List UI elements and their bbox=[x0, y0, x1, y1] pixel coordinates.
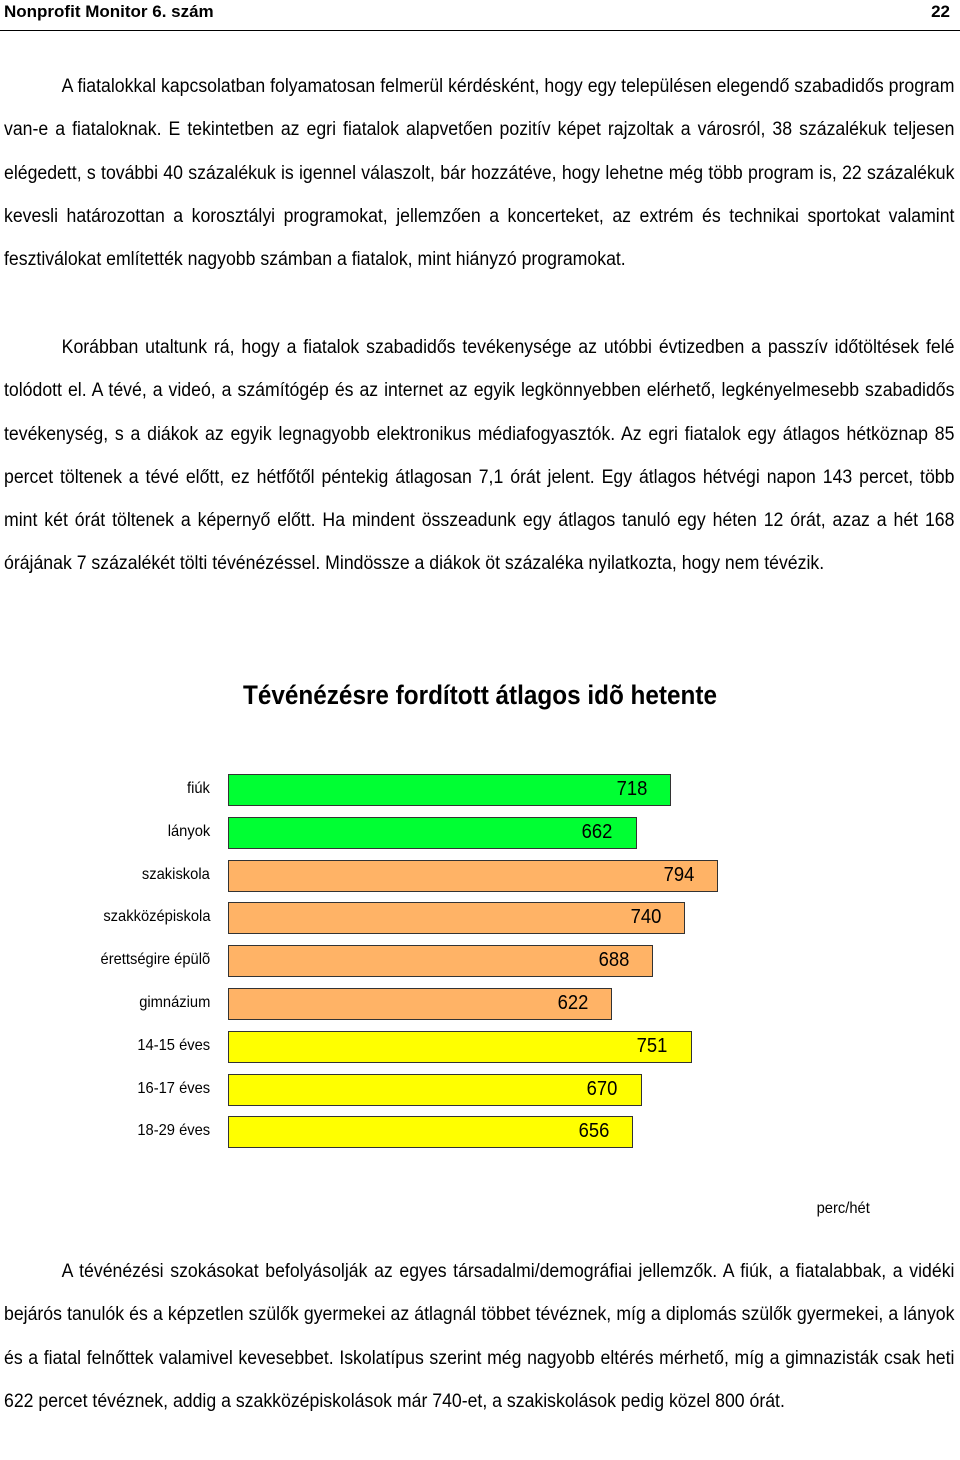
bar-category-label: 14-15 éves bbox=[137, 1036, 210, 1054]
bar-category-label: szakiskola bbox=[142, 865, 210, 883]
bar-value-label: 751 bbox=[637, 1034, 668, 1057]
bar bbox=[228, 1116, 633, 1148]
paragraph-text: Korábban utaltunk rá, hogy a fiatalok szabadidős tevékenysége az utóbbi évtizedben a passzív időtöltések felé tolódott el. A tévé, a videó, a számítógép és az internet az egyik legkönnyebben elérhető, legkényelmesebb szabadidős tevékenység, s a diákok az egyik legnagyobb elektronikus médiafogyasztók. Az egri fiatalok egy átlagos hétköznap 85 percet töltenek a tévé előtt, ez hétfőtől péntekig átlagosan 7,1 órát jelent. Egy átlagos hétvégi napon 143 percet, több mint két órát töltenek a képernyő előtt. Ha mindent összeadunk egy átlagos tanuló egy héten 12 órát, azaz a hét 168 órájának 7 százalékét tölti tévénézéssel. Mindössze a diákok öt százaléka nyilatkozta, hogy nem tévézik. bbox=[4, 337, 955, 575]
bar bbox=[228, 860, 718, 892]
tv-time-bar-chart bbox=[0, 760, 960, 1180]
paragraph-passive-leisure bbox=[4, 326, 954, 586]
bar-category-label: gimnázium bbox=[138, 994, 210, 1011]
bar-category-label: 18-29 éves bbox=[137, 1122, 210, 1140]
bar bbox=[228, 817, 637, 849]
bar-category-label: fiúk bbox=[187, 780, 210, 797]
bar-value-label: 656 bbox=[578, 1120, 610, 1143]
paragraph-demographics bbox=[4, 1250, 954, 1423]
bar bbox=[228, 1031, 692, 1063]
bar-value-label: 688 bbox=[598, 949, 629, 972]
bar-value-label: 662 bbox=[582, 820, 613, 843]
chart-unit-label: perc/hét bbox=[816, 1200, 870, 1217]
page-header bbox=[4, 2, 950, 26]
bar-value-label: 622 bbox=[557, 992, 589, 1014]
bar-value-label: 794 bbox=[663, 863, 695, 886]
bar bbox=[228, 988, 612, 1020]
bar bbox=[228, 774, 671, 806]
paragraph-text: A fiatalokkal kapcsolatban folyamatosan felmerül kérdésként, hogy egy településen elegendő szabadidős program van-e a fiataloknak. E tekintetben az egri fiatalok alapvetően pozitív képet rajzoltak a városról, 38 százalékuk teljesen elégedett, s további 40 százalékuk is igennel válaszolt, bár hozzátéve, hogy lehetne még több program is, 22 százalékuk kevesli határozottan a korosztályi programokat, jellemzően a koncerteket, az extrém és technikai sportokat valamint fesztiválokat említették nagyobb számban a fiatalok, mint hiányzó programokat. bbox=[4, 76, 955, 271]
bar-value-label: 740 bbox=[630, 906, 662, 929]
paragraph-text: A tévénézési szokásokat befolyásolják az egyes társadalmi/demográfiai jellemzők. A fiúk, a fiatalabbak, a vidéki bejárós tanulók és a képzetlen szülők gyermekei az átlagnál többet tévéznek, míg a diplomás szülők gyermekei, a lányok és a fiatal felnőttek valamivel kevesebbet. Iskolatípus szerint még nagyobb eltérés mérhető, míg a gimnazisták csak heti 622 percet tévéznek, addig a szakközépiskolások már 740-et, a szakiskolások pedig közel 800 órát. bbox=[4, 1261, 955, 1412]
bar bbox=[228, 902, 685, 934]
bar-category-label: érettségire épülõ bbox=[100, 951, 210, 969]
chart-title: Tévénézésre fordított átlagos idõ hetente bbox=[243, 680, 717, 710]
bar-value-label: 718 bbox=[616, 778, 648, 800]
header-rule bbox=[0, 30, 960, 31]
publication-title: Nonprofit Monitor 6. szám bbox=[4, 2, 214, 21]
paragraph-leisure-programs bbox=[4, 65, 954, 281]
bar bbox=[228, 1074, 642, 1106]
bar bbox=[228, 945, 653, 977]
bar-category-label: szakközépiskola bbox=[102, 908, 210, 926]
bar-value-label: 670 bbox=[587, 1077, 618, 1100]
bar-category-label: lányok bbox=[167, 822, 210, 840]
bar-category-label: 16-17 éves bbox=[137, 1079, 210, 1097]
page-number: 22 bbox=[931, 2, 950, 21]
